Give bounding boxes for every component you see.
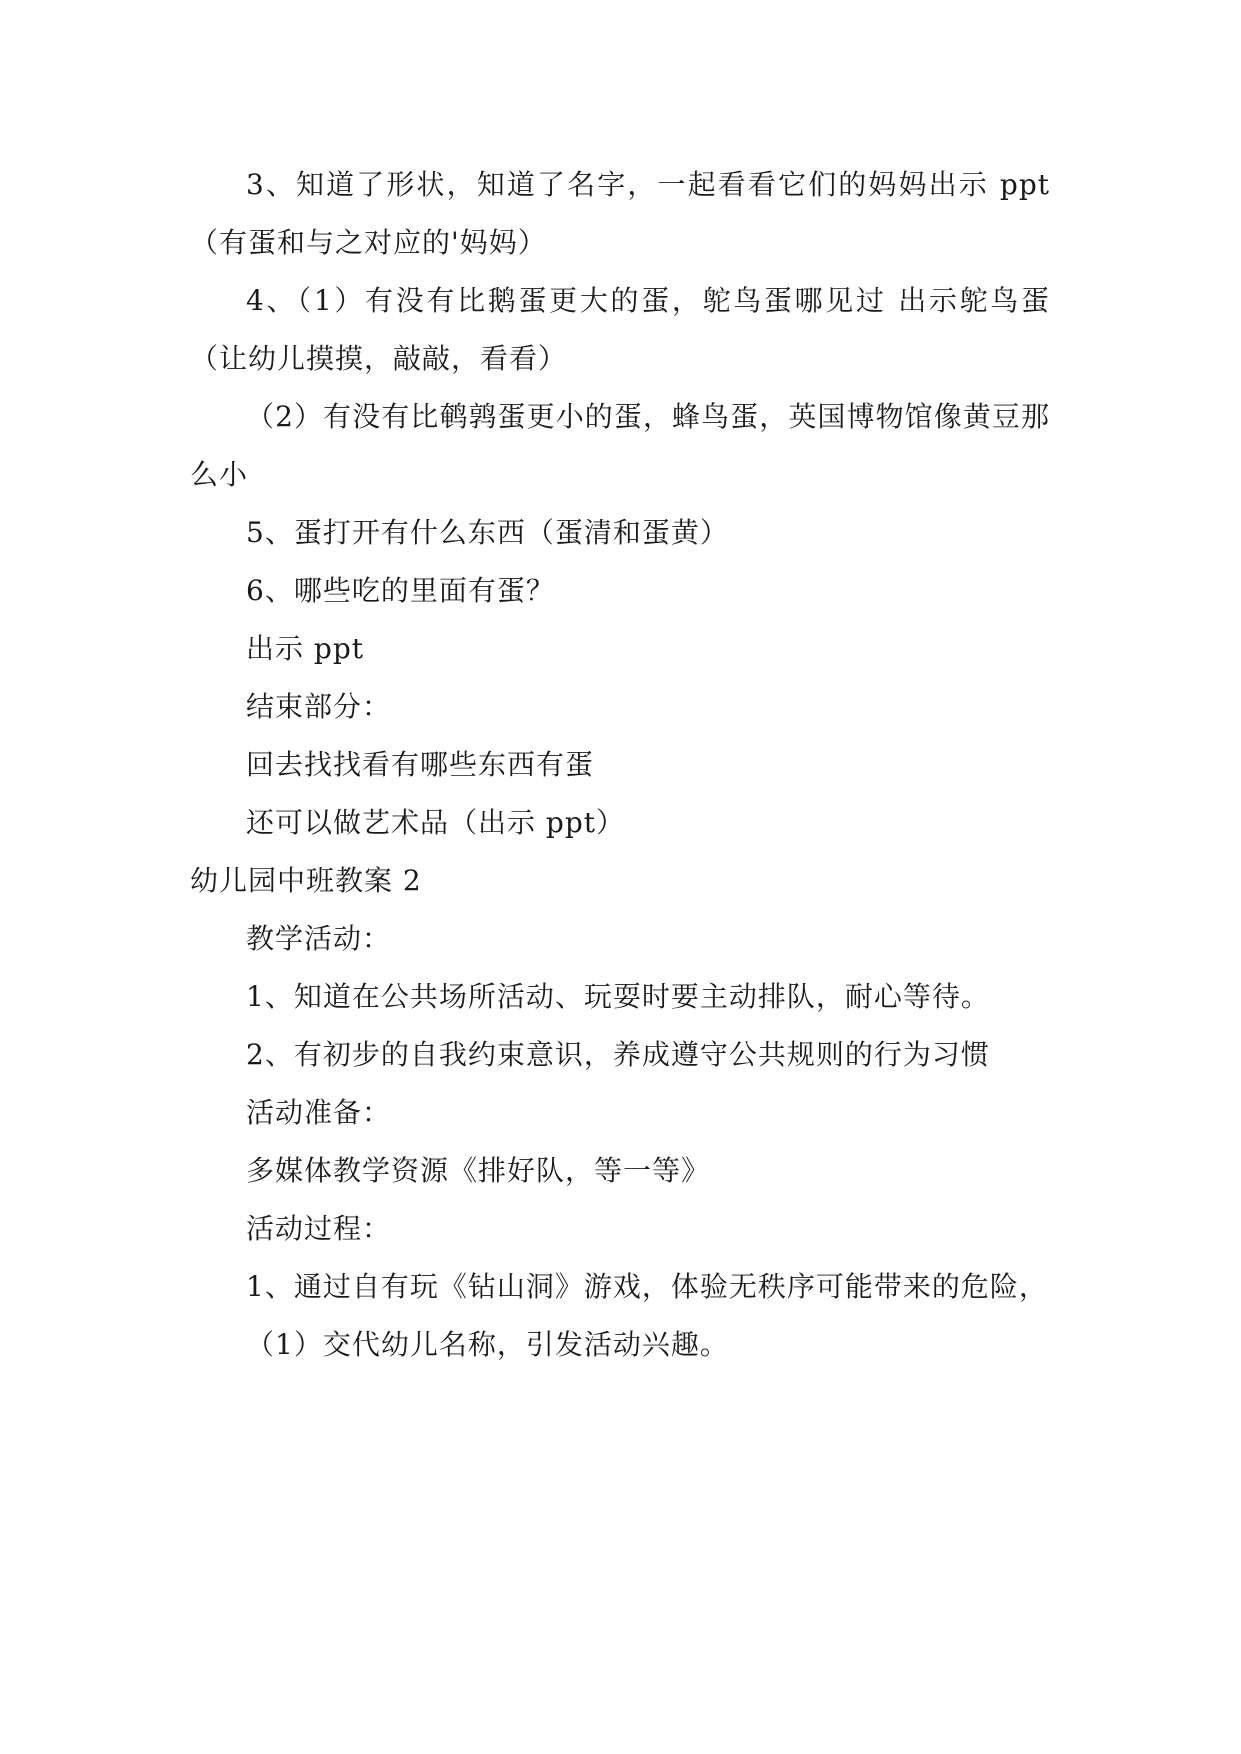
paragraph-step-5: 5、蛋打开有什么东西（蛋清和蛋黄） xyxy=(246,516,729,549)
section-title-lesson-2: 幼儿园中班教案 2 xyxy=(190,864,422,897)
paragraph-show-ppt: 出示 ppt xyxy=(246,632,365,665)
paragraph-step-3: 3、知道了形状，知道了名字，一起看看它们的妈妈出示 ppt（有蛋和与之对应的'妈妈） xyxy=(190,168,1050,259)
paragraph-process-step-1: 1、通过自有玩《钻山洞》游戏，体验无秩序可能带来的危险， xyxy=(246,1270,1048,1303)
paragraph-step-4-1: 4、（1）有没有比鹅蛋更大的蛋，鸵鸟蛋哪见过 出示鸵鸟蛋（让幼儿摸摸，敲敲，看看） xyxy=(190,284,1050,375)
paragraph-go-find-eggs: 回去找找看有哪些东西有蛋 xyxy=(246,748,595,781)
paragraph-goal-1: 1、知道在公共场所活动、玩耍时要主动排队，耐心等待。 xyxy=(246,980,990,1013)
paragraph-art-works: 还可以做艺术品（出示 ppt） xyxy=(246,806,626,839)
paragraph-process-step-1-1: （1）交代幼儿名称，引发活动兴趣。 xyxy=(246,1328,729,1361)
paragraph-ending-heading: 结束部分： xyxy=(246,690,392,723)
paragraph-preparation-heading: 活动准备： xyxy=(246,1096,392,1129)
paragraph-step-4-2: （2）有没有比鹌鹑蛋更小的蛋，蜂鸟蛋，英国博物馆像黄豆那么小 xyxy=(190,400,1050,491)
paragraph-step-6: 6、哪些吃的里面有蛋？ xyxy=(246,574,555,607)
paragraph-goal-2: 2、有初步的自我约束意识，养成遵守公共规则的行为习惯 xyxy=(246,1038,990,1071)
document-body xyxy=(190,156,1050,1374)
paragraph-preparation-resource: 多媒体教学资源《排好队，等一等》 xyxy=(246,1154,711,1187)
paragraph-process-heading: 活动过程： xyxy=(246,1212,392,1245)
paragraph-teaching-activity-heading: 教学活动： xyxy=(246,922,392,955)
